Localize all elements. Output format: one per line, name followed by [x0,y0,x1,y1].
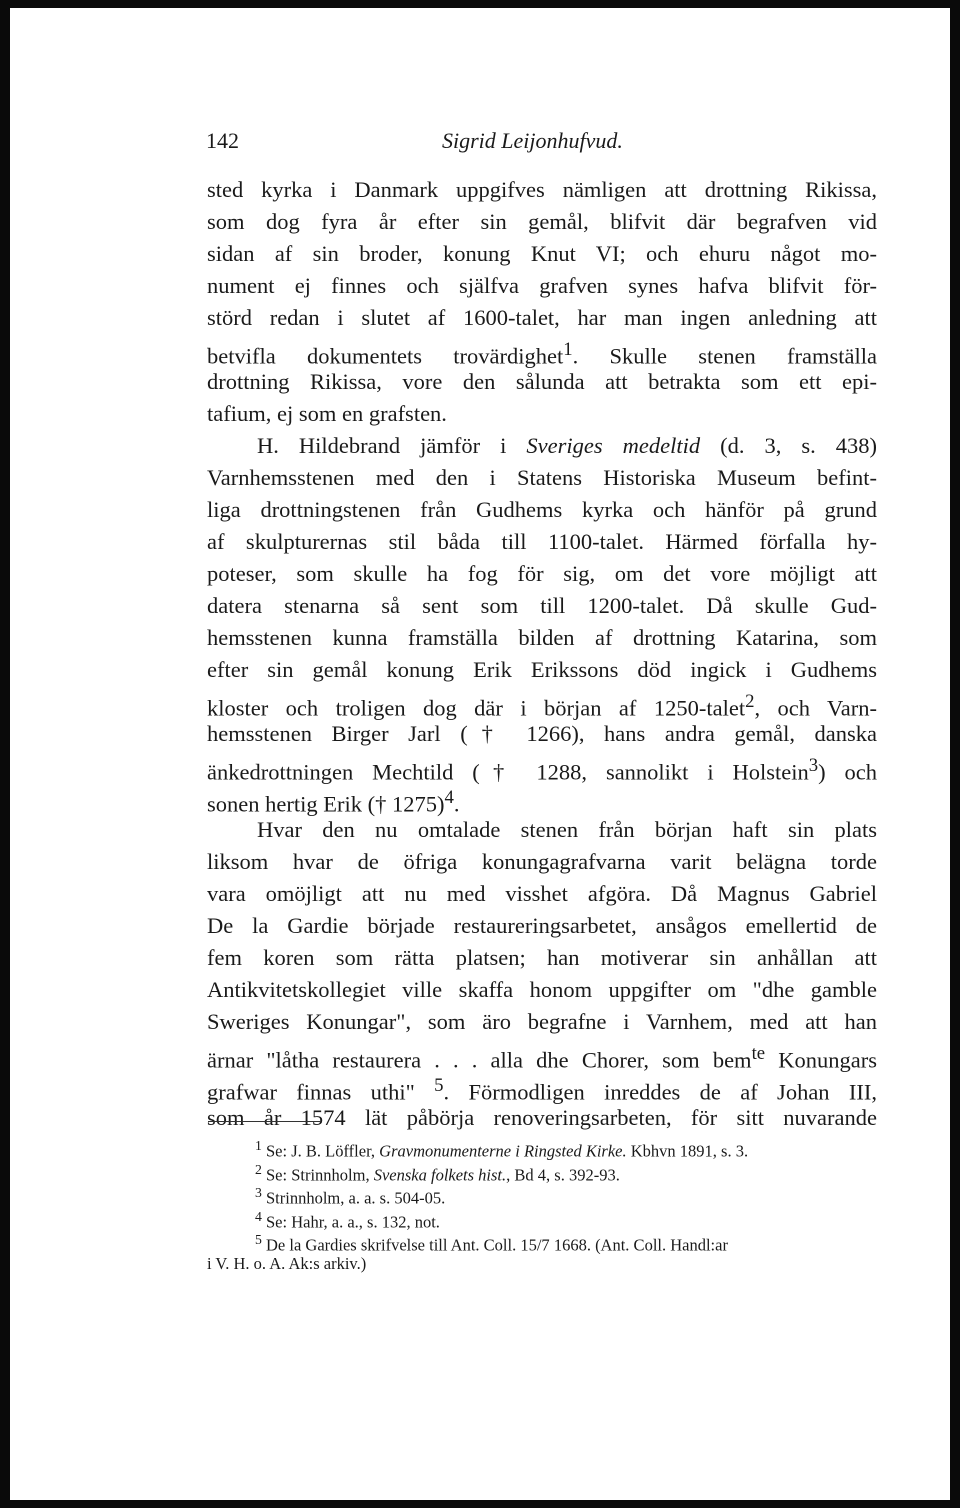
book-title: Gravmonumenterne i Ringsted Kirke. [379,1141,627,1161]
footnote-ref: 3 [808,755,819,776]
footnote-ref: 2 [745,691,755,712]
body-line: Varnhemsstenen med den i Statens Historiska Museum befint- [207,465,877,490]
footnote-ref: 5 [434,1075,444,1096]
footnote: $^2$ Se: Strinnholm, Svenska folkets hist., Bd 4, s. 392-93. [255,1161,620,1184]
body-line: efter sin gemål konung Erik Erikssons död ingick i Gudhems [207,657,877,682]
footnote-marker: 5 [255,1232,262,1247]
body-line: H. Hildebrand jämför i Sveriges medeltid (d. 3, s. 438) [257,433,877,458]
body-line: Antikvitetskollegiet ville skaffa honom uppgifter om "dhe gamble [207,977,877,1002]
footnote-ref: 1 [563,339,573,360]
page-number: 142 [206,128,239,153]
body-line: drottning Rikissa, vore den sålunda att betrakta som ett epi- [207,369,877,394]
body-line: sted kyrka i Danmark uppgifves nämligen att drottning Rikissa, [207,177,877,202]
footnote: $^5$ De la Gardies skrifvelse till Ant. Coll. 15/7 1668. (Ant. Coll. Handl:ar [255,1232,728,1255]
body-line: Hvar den nu omtalade stenen från början haft sin plats [257,817,877,842]
footnote-marker: 4 [255,1208,262,1224]
body-line: betvifla dokumentets trovärdighet$^1$. Skulle stenen framställa [207,339,877,369]
body-line: fem koren som rätta platsen; han motiverar sin anhållan att [207,945,877,970]
footnote-ref: 4 [444,787,454,808]
footnote-continuation: i V. H. o. A. Ak:s arkiv.) [207,1253,367,1273]
book-title: Svenska folkets hist. [373,1165,507,1184]
body-line: kloster och troligen dog där i början af 1250-talet$^2$, och Varn- [207,691,877,721]
body-line: störd redan i slutet af 1600-talet, har man ingen anledning att [207,305,877,330]
body-line: datera stenarna så sent som till 1200-talet. Då skulle Gud- [207,593,877,618]
footnotes [207,1134,887,1275]
body-line: hemsstenen kunna framställa bilden af drottning Katarina, som [207,625,877,650]
body-line: hemsstenen Birger Jarl († 1266), hans andra gemål, danska [207,721,877,746]
body-line: liksom hvar de öfriga konungagrafvarna varit belägna torde [207,849,877,874]
body-line: poteser, som skulle ha fog för sig, om det vore möjligt att [207,561,877,586]
running-title: Sigrid Leijonhufvud. [442,128,623,153]
body-line: liga drottningstenen från Gudhems kyrka och hänför på grund [207,497,877,522]
body-line: änkedrottningen Mechtild († 1288, sannolikt i Holstein$^3$) och [207,755,877,785]
superscript: te [751,1043,766,1064]
body-line: nument ej finnes och själfva grafven synes hafva blifvit för- [207,273,877,298]
body-line: tafium, ej som en grafsten. [207,401,447,426]
page-header [206,128,896,158]
body-line: vara omöjligt att nu med visshet afgöra. Då Magnus Gabriel [207,881,877,906]
footnote-marker: 3 [255,1185,262,1200]
body-line: sidan af sin broder, konung Knut VI; och ehuru något mo- [207,241,877,266]
body-line: som dog fyra år efter sin gemål, blifvit där begrafven vid [207,209,877,234]
body-line: Sweriges Konungar", som äro begrafne i Varnhem, med att han [207,1009,877,1034]
footnote: $^1$ Se: J. B. Löffler, Gravmonumenterne i Ringsted Kirke. Kbhvn 1891, s. 3. [255,1138,749,1161]
body-line: af skulpturernas stil båda till 1100-talet. Härmed förfalla hy- [207,529,877,554]
footnote-marker: 1 [255,1138,262,1153]
body-line: sonen hertig Erik († 1275)$^4$. [207,787,460,817]
footnote-marker: 2 [255,1161,262,1177]
date-fraction: 15/7 [520,1235,550,1255]
body-line: som år 1574 lät påbörja renoveringsarbeten, för sitt nuvarande [207,1105,877,1130]
footnote-divider [208,1121,320,1122]
footnote: $^3$ Strinnholm, a. a. s. 504-05. [255,1185,446,1208]
scanned-page [10,8,950,1500]
footnote: $^4$ Se: Hahr, a. a., s. 132, not. [255,1208,440,1231]
body-text [207,174,877,1134]
body-line: De la Gardie började restaureringsarbetet, ansågos emellertid de [207,913,877,938]
body-line: ärnar "låtha restaurera . . . alla dhe Chorer, som bem$^{te}$ Konungars [207,1043,878,1073]
body-line: grafwar finnas uthi" $^5$. Förmodligen inreddes de af Johan III, [207,1075,877,1105]
book-title: Sveriges medeltid [526,433,701,458]
